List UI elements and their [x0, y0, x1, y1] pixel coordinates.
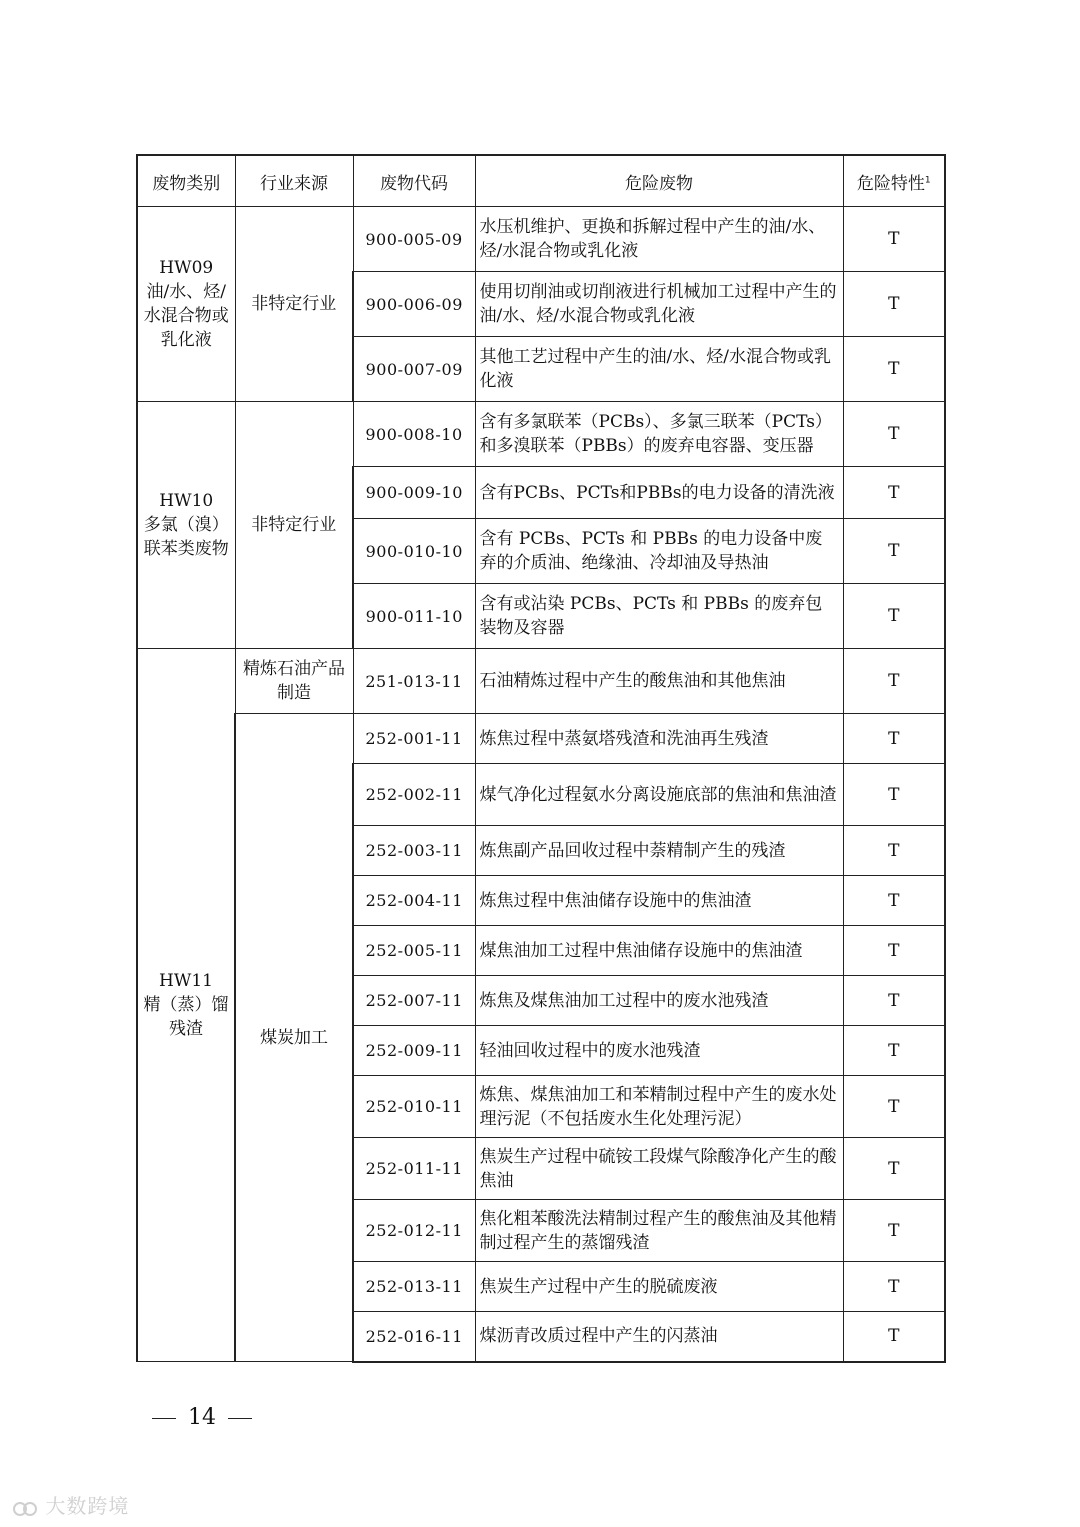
source-cell-line: 制造 — [277, 683, 311, 703]
category-cell-line: HW09 — [159, 258, 214, 278]
waste-code: 252-012-11 — [353, 1200, 475, 1262]
header-code: 废物代码 — [353, 155, 475, 207]
waste-description: 焦化粗苯酸洗法精制过程产生的酸焦油及其他精制过程产生的蒸馏残渣 — [475, 1200, 843, 1262]
waste-code: 900-009-10 — [353, 467, 475, 519]
table-row — [137, 714, 945, 764]
hazard-characteristic: T — [843, 1262, 945, 1312]
waste-code: 252-009-11 — [353, 1026, 475, 1076]
hazard-characteristic: T — [843, 467, 945, 519]
waste-description: 轻油回收过程中的废水池残渣 — [475, 1026, 843, 1076]
hazardous-waste-table — [136, 154, 946, 1363]
waste-code: 900-005-09 — [353, 207, 475, 272]
waste-code: 900-011-10 — [353, 584, 475, 649]
waste-code: 900-006-09 — [353, 272, 475, 337]
waste-description: 含有PCBs、PCTs和PBBs的电力设备的清洗液 — [475, 467, 843, 519]
hazard-characteristic: T — [843, 337, 945, 402]
waste-description: 炼焦过程中蒸氨塔残渣和洗油再生残渣 — [475, 714, 843, 764]
source-cell — [235, 207, 353, 402]
category-cell-line: 多氯（溴） — [143, 515, 229, 535]
table-row — [137, 649, 945, 714]
category-cell-line: HW10 — [159, 491, 214, 511]
waste-description: 其他工艺过程中产生的油/水、烃/水混合物或乳化液 — [475, 337, 843, 402]
watermark-logo-icon — [12, 1497, 38, 1519]
hazard-characteristic: T — [843, 1138, 945, 1200]
header-waste: 危险废物 — [475, 155, 843, 207]
waste-description: 煤气净化过程氨水分离设施底部的焦油和焦油渣 — [475, 764, 843, 826]
hazard-characteristic: T — [843, 1076, 945, 1138]
waste-description: 石油精炼过程中产生的酸焦油和其他焦油 — [475, 649, 843, 714]
waste-description: 使用切削油或切削液进行机械加工过程中产生的油/水、烃/水混合物或乳化液 — [475, 272, 843, 337]
waste-code: 252-013-11 — [353, 1262, 475, 1312]
table-header-row — [137, 155, 945, 207]
waste-description: 含有 PCBs、PCTs 和 PBBs 的电力设备中废弃的介质油、绝缘油、冷却油及导热油 — [475, 519, 843, 584]
waste-description: 炼焦副产品回收过程中萘精制产生的残渣 — [475, 826, 843, 876]
hazard-characteristic: T — [843, 1200, 945, 1262]
source-cell-line: 非特定行业 — [251, 294, 337, 314]
category-cell-line: 乳化液 — [160, 330, 212, 350]
waste-code: 251-013-11 — [353, 649, 475, 714]
waste-code: 252-007-11 — [353, 976, 475, 1026]
hazard-characteristic: T — [843, 1026, 945, 1076]
category-cell-line: 油/水、烃/ — [146, 282, 226, 302]
waste-description: 焦炭生产过程中硫铵工段煤气除酸净化产生的酸焦油 — [475, 1138, 843, 1200]
table-row — [137, 207, 945, 272]
waste-description: 含有多氯联苯（PCBs）、多氯三联苯（PCTs）和多溴联苯（PBBs）的废弃电容器、变压器 — [475, 402, 843, 467]
category-cell — [137, 649, 235, 1362]
source-cell-line: 煤炭加工 — [260, 1027, 328, 1048]
waste-code: 900-008-10 — [353, 402, 475, 467]
hazard-characteristic: T — [843, 826, 945, 876]
category-cell-line: HW11 — [159, 971, 213, 991]
hazard-characteristic: T — [843, 764, 945, 826]
source-cell-line: 精炼石油产品 — [243, 659, 345, 679]
hazard-characteristic: T — [843, 402, 945, 467]
waste-description: 炼焦过程中焦油储存设施中的焦油渣 — [475, 876, 843, 926]
source-cell-line: 非特定行业 — [251, 515, 337, 535]
waste-description: 含有或沾染 PCBs、PCTs 和 PBBs 的废弃包装物及容器 — [475, 584, 843, 649]
page-number: 14 — [140, 1405, 264, 1430]
waste-code: 252-001-11 — [353, 714, 475, 764]
waste-description: 炼焦及煤焦油加工过程中的废水池残渣 — [475, 976, 843, 1026]
waste-code: 252-010-11 — [353, 1076, 475, 1138]
category-cell-line: 水混合物或 — [143, 306, 229, 326]
header-hazard: 危险特性$^1$ — [843, 155, 945, 207]
hazard-characteristic: T — [843, 584, 945, 649]
hazard-characteristic: T — [843, 207, 945, 272]
category-cell-line: 残渣 — [169, 1019, 203, 1039]
source-cell — [235, 649, 353, 714]
category-cell — [137, 402, 235, 649]
table-row — [137, 402, 945, 467]
hazard-characteristic: T — [843, 1312, 945, 1362]
hazard-characteristic: T — [843, 876, 945, 926]
waste-description: 水压机维护、更换和拆解过程中产生的油/水、烃/水混合物或乳化液 — [475, 207, 843, 272]
waste-code: 252-016-11 — [353, 1312, 475, 1362]
hazard-characteristic: T — [843, 649, 945, 714]
waste-description: 煤焦油加工过程中焦油储存设施中的焦油渣 — [475, 926, 843, 976]
hazard-characteristic: T — [843, 714, 945, 764]
dash-left — [152, 1418, 176, 1419]
hazard-characteristic: T — [843, 976, 945, 1026]
hazard-characteristic: T — [843, 926, 945, 976]
waste-code: 900-010-10 — [353, 519, 475, 584]
waste-description: 焦炭生产过程中产生的脱硫废液 — [475, 1262, 843, 1312]
watermark: 大数跨境 — [12, 1490, 129, 1519]
footnote-marker: 1 — [924, 174, 931, 185]
waste-code: 252-002-11 — [353, 764, 475, 826]
dash-right — [228, 1418, 252, 1419]
header-source: 行业来源 — [235, 155, 353, 207]
category-cell-line: 联苯类废物 — [143, 539, 229, 559]
category-cell — [137, 207, 235, 402]
waste-code: 252-011-11 — [353, 1138, 475, 1200]
waste-code: 252-003-11 — [353, 826, 475, 876]
waste-description: 煤沥青改质过程中产生的闪蒸油 — [475, 1312, 843, 1362]
source-cell — [235, 402, 353, 649]
header-category: 废物类别 — [137, 155, 235, 207]
category-cell-line: 精（蒸）馏 — [143, 995, 229, 1015]
hazard-characteristic: T — [843, 272, 945, 337]
hazard-characteristic: T — [843, 519, 945, 584]
waste-code: 900-007-09 — [353, 337, 475, 402]
waste-code: 252-005-11 — [353, 926, 475, 976]
waste-description: 炼焦、煤焦油加工和苯精制过程中产生的废水处理污泥（不包括废水生化处理污泥） — [475, 1076, 843, 1138]
waste-code: 252-004-11 — [353, 876, 475, 926]
source-cell — [235, 714, 353, 1362]
